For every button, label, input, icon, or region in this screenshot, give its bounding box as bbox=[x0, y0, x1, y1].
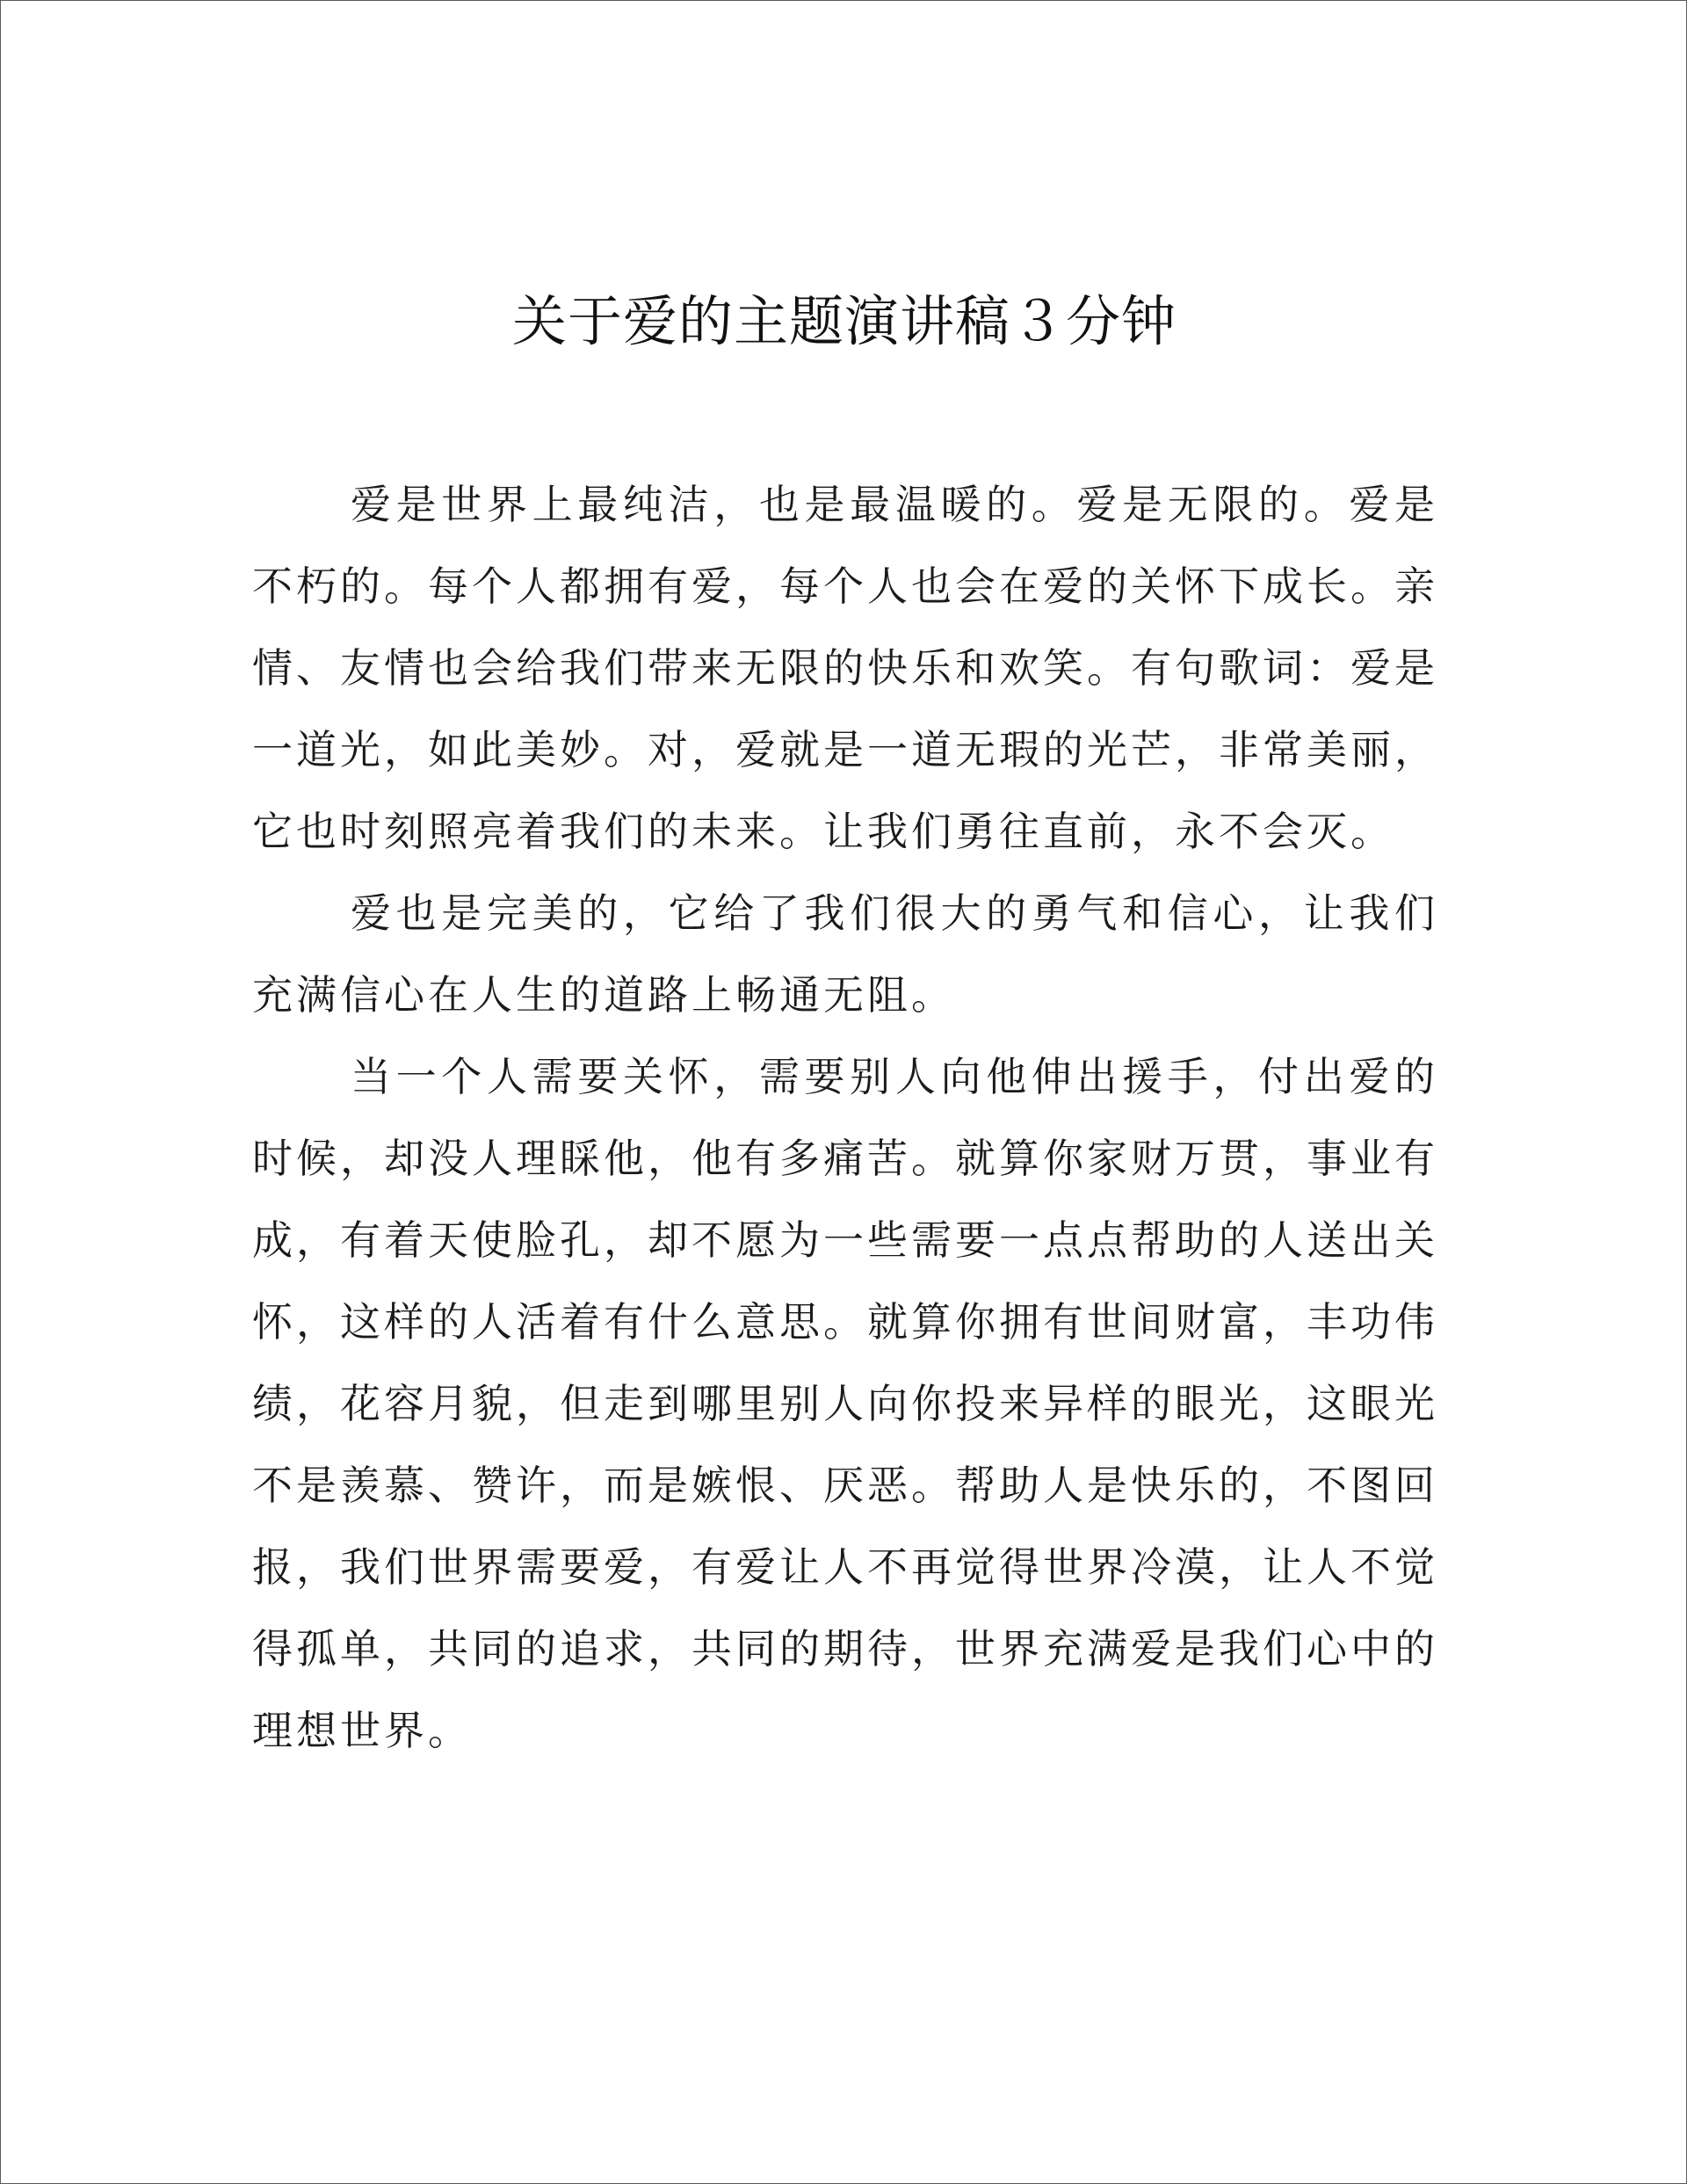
paragraph-3: 当一个人需要关怀，需要别人向他伸出援手，付出爱的时候，却没人理睬他，他有多痛苦。就算你家财万贯，事业有成，有着天使脸孔，却不愿为一些需要一点点帮助的人送出关怀，这样的人活着有什么意思。就算你拥有世间财富，丰功伟绩，花容月貌，但走到哪里别人向你投来异样的眼光，这眼光不是羡慕、赞许，而是嫉恨、厌恶。帮助人是快乐的，不图回报，我们世界需要爱，有爱让人不再觉得世界冷漠，让人不觉得孤单，共同的追求，共同的期待，世界充满爱是我们心中的理想世界。 bbox=[252, 1053, 1438, 1754]
document-title: 关于爱的主题演讲稿３分钟 bbox=[511, 289, 1177, 353]
paragraph-2: 爱也是完美的，它给了我们很大的勇气和信心，让我们充满信心在人生的道路上畅通无阻。 bbox=[252, 889, 1438, 1019]
document-body bbox=[252, 464, 1438, 1772]
paragraph-1: 爱是世界上最纯洁，也是最温暖的。爱是无限的。爱是不朽的。每个人都拥有爱，每个人也会在爱的关怀下成长。亲情、友情也会给我们带来无限的快乐和欢笑。有句歌词：爱是一道光，如此美妙。对，爱就是一道无瑕的光芒，非常美丽，它也时刻照亮着我们的未来。让我们勇往直前，永不会灭。 bbox=[252, 481, 1438, 855]
